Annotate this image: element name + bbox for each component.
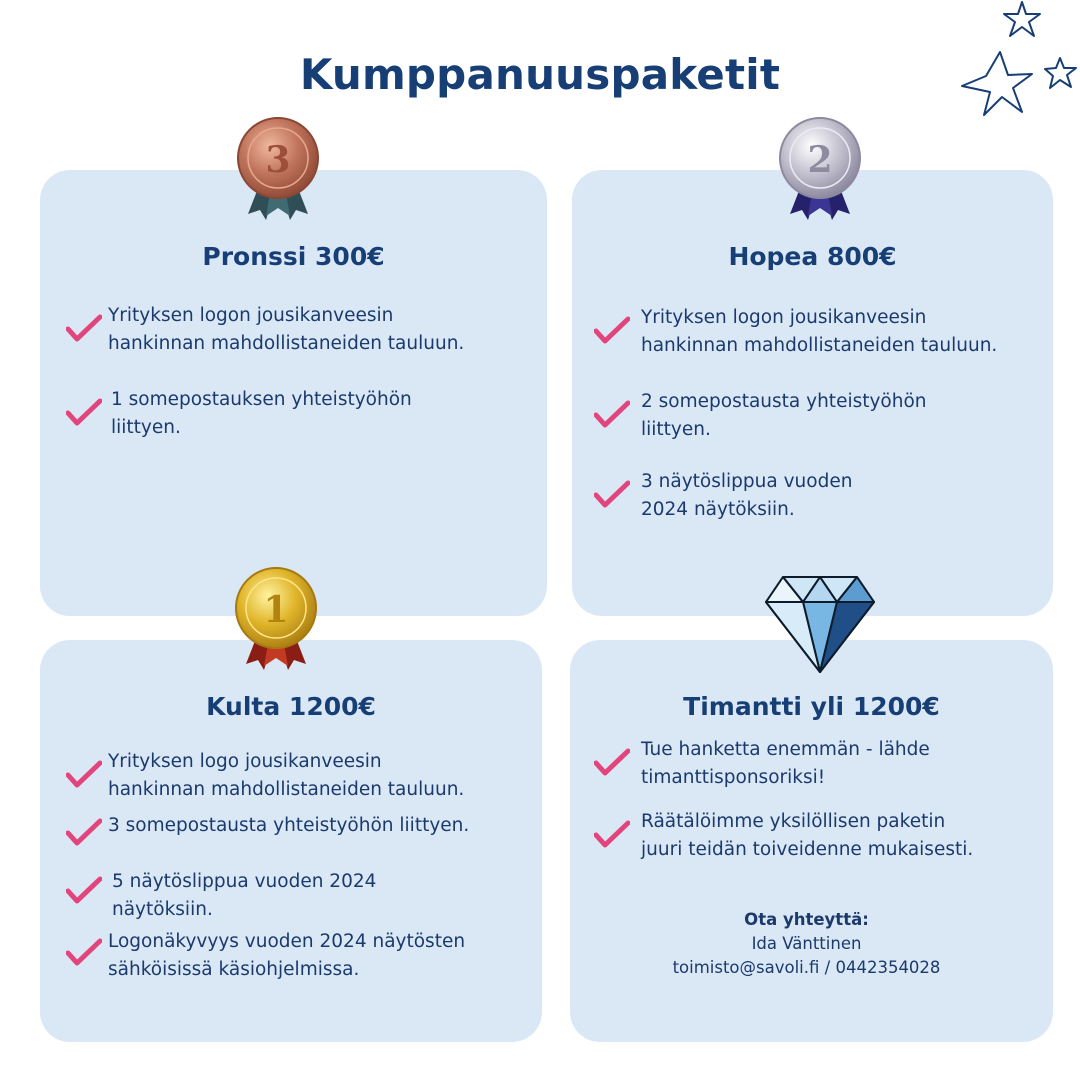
silver-medal-icon [774,116,866,224]
item-text: 3 somepostausta yhteistyöhön liittyen. [108,815,470,836]
svg-text:2: 2 [807,139,833,181]
contact-block [560,908,1053,980]
contact-name: Ida Vänttinen [751,934,862,953]
card-silver [572,170,1053,616]
card-bronze [40,170,547,616]
check-icon [594,400,630,430]
check-icon [66,760,102,790]
bronze-title: Pronssi 300€ [202,242,385,271]
contact-heading: Ota yhteyttä: [744,910,869,929]
diamond-icon [763,574,877,674]
silver-title: Hopea 800€ [728,242,897,271]
check-icon [66,938,102,968]
item-text: 5 näytöslippua vuoden 2024 näytöksiin. [112,871,377,920]
check-icon [66,876,102,906]
check-icon [594,316,630,346]
item-text: Tue hanketta enemmän - lähde timanttisponsoriksi! [641,739,930,788]
stars-decoration-icon [950,0,1080,140]
check-icon [594,748,630,778]
bronze-medal-icon [232,116,324,224]
item-text: 3 näytöslippua vuoden 2024 näytöksiin. [641,471,853,520]
item-text: 2 somepostausta yhteistyöhön liittyen. [641,391,927,440]
item-text: Yrityksen logo jousikanveesin hankinnan mahdollistaneiden tauluun. [108,751,465,800]
page-title: Kumppanuuspaketit [299,50,781,99]
svg-text:1: 1 [263,589,289,631]
contact-details: toimisto@savoli.fi / 0442354028 [672,958,941,977]
check-icon [66,314,102,344]
check-icon [594,820,630,850]
item-text: 1 somepostauksen yhteistyöhön liittyen. [111,389,412,438]
item-text: Logonäkyvyys vuoden 2024 näytösten sähköisissä käsiohjelmissa. [108,931,466,980]
item-text: Yrityksen logon jousikanveesin hankinnan mahdollistaneiden tauluun. [108,305,465,354]
item-text: Räätälöimme yksilöllisen paketin juuri teidän toiveidenne mukaisesti. [641,811,974,860]
diamond-title: Timantti yli 1200€ [683,692,940,721]
gold-title: Kulta 1200€ [206,692,376,721]
gold-medal-icon [230,566,322,674]
card-diamond [570,640,1053,1042]
card-gold [40,640,542,1042]
svg-text:3: 3 [265,139,291,181]
check-icon [66,398,102,428]
check-icon [66,818,102,848]
item-text: Yrityksen logon jousikanveesin hankinnan mahdollistaneiden tauluun. [641,307,998,356]
check-icon [594,480,630,510]
